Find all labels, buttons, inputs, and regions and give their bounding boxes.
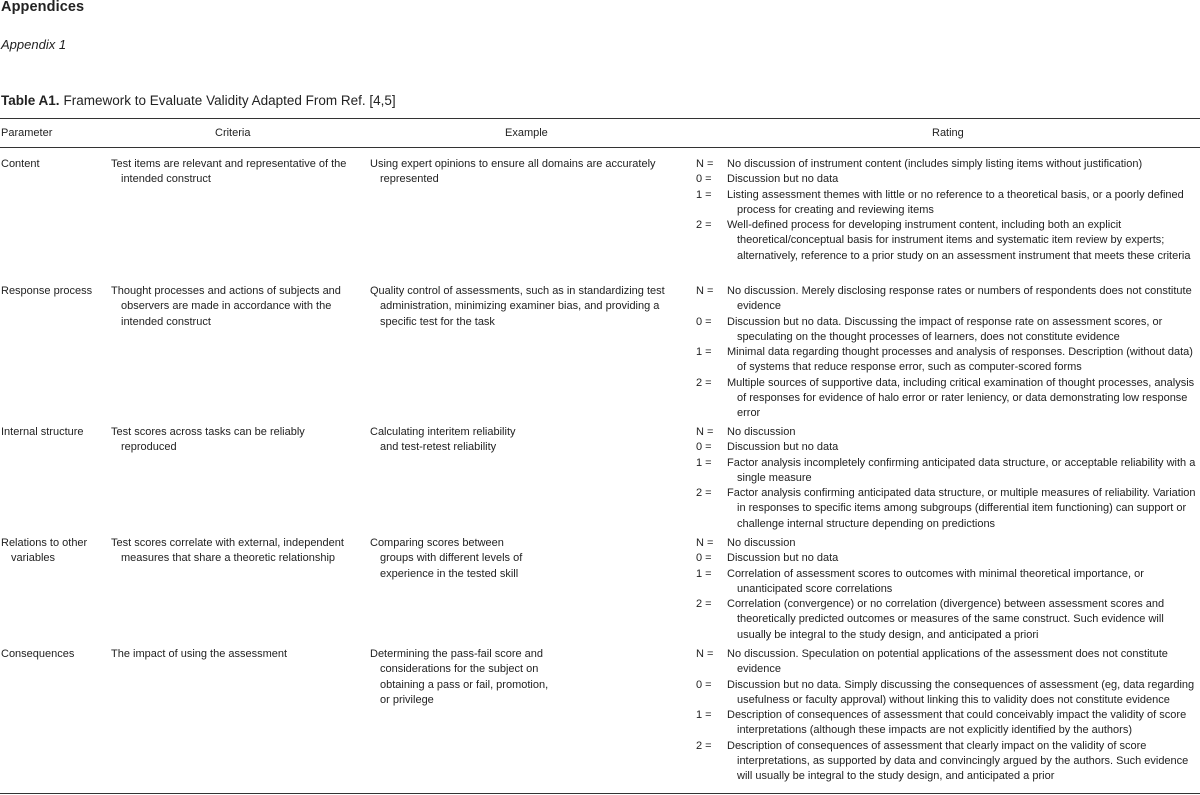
rating-item [696, 376, 1200, 422]
rating-text: Well-defined process for developing instrument content, including both an explicit theoretical/conceptual basis for instrument items and systematic item review by experts; alternatively, reference to a prior study on an assessment instrument that meets these criteria [727, 219, 1191, 262]
rating-code: 0 = [696, 173, 712, 186]
rating-code: 0 = [696, 678, 712, 691]
rating-text: No discussion. Speculation on potential applications of the assessment does not constitute evidence [727, 648, 1168, 676]
rating-code: 2 = [696, 598, 712, 611]
rating-text: Discussion but no data [727, 552, 839, 565]
header-criteria: Criteria [215, 127, 251, 139]
rating-code: N = [696, 648, 714, 660]
table-top-rule [0, 118, 1200, 119]
row-criteria: Test items are relevant and representative of the intended construct [111, 158, 347, 186]
rating-list [696, 157, 1200, 264]
rating-item [696, 315, 1200, 346]
rating-text: No discussion [727, 537, 796, 549]
row-parameter: Response process [1, 285, 93, 297]
rating-code: 0 = [696, 552, 712, 565]
rating-code: 1 = [696, 709, 712, 722]
rating-list [696, 425, 1200, 532]
row-criteria: Test scores correlate with external, independent measures that share a theoretic relationship [111, 537, 344, 565]
table-caption-text: Framework to Evaluate Validity Adapted From Ref. [4,5] [63, 93, 396, 108]
rating-code: 2 = [696, 219, 712, 232]
row-example: Using expert opinions to ensure all domains are accurately represented [370, 158, 656, 186]
rating-text: Listing assessment themes with little or no reference to a theoretical basis, or a poorly defined process for creating and reviewing items [727, 188, 1184, 216]
row-example: Quality control of assessments, such as in standardizing test administration, minimizing examiner bias, and providing a specific test for the task [370, 285, 665, 328]
rating-text: Discussion but no data. Simply discussing the consequences of assessment (eg, data regarding usefulness or faculty approval) without linking this to validity does not constitute evidence [727, 678, 1195, 706]
rating-list [696, 284, 1200, 422]
rating-code: 1 = [696, 346, 712, 359]
row-parameter: Content [1, 158, 40, 170]
rating-item [696, 345, 1200, 376]
rating-item [696, 172, 1200, 187]
rating-item [696, 218, 1200, 264]
row-parameter: Internal structure [1, 426, 84, 438]
rating-item [696, 597, 1200, 643]
row-criteria: The impact of using the assessment [111, 648, 288, 660]
rating-item [696, 157, 1200, 172]
row-example: Comparing scores between groups with different levels of experience in the tested skill [370, 537, 523, 580]
rating-code: 2 = [696, 487, 712, 500]
rating-text: Description of consequences of assessment that clearly impact on the validity of score interpretations, as supported by data and convincingly argued by the authors. Such evidence will usually be integral to the study design, and anticipated a prior [727, 739, 1189, 783]
rating-list [696, 536, 1200, 643]
rating-item [696, 647, 1200, 678]
row-criteria: Thought processes and actions of subjects and observers are made in accordance with the intended construct [111, 285, 341, 328]
rating-code: 0 = [696, 441, 712, 454]
rating-code: 0 = [696, 315, 712, 328]
rating-text: Correlation (convergence) or no correlation (divergence) between assessment scores and theoretically predicted outcomes or measures of the same construct. Such evidence will usually be integral to the study design, and anticipated a priori [727, 598, 1165, 641]
row-parameter: Relations to other variables [1, 537, 88, 565]
section-heading: Appendices [1, 0, 85, 15]
header-example: Example [505, 127, 548, 139]
rating-text: Minimal data regarding thought processes and analysis of responses. Description (without data) of systems that reduce response error, such as computer-scored forms [727, 346, 1193, 374]
rating-text: Factor analysis confirming anticipated data structure, or multiple measures of reliability. Variation in responses to specific items among subgroups (differential item functioning) can support or challenge internal structure depending on predictions [727, 487, 1196, 530]
rating-code: N = [696, 158, 714, 170]
table-bottom-rule [0, 793, 1200, 794]
table-caption-label: Table A1. [1, 93, 60, 108]
row-parameter: Consequences [1, 648, 75, 660]
table-caption [1, 93, 396, 108]
appendix-label: Appendix 1 [1, 37, 67, 52]
rating-item [696, 425, 1200, 440]
rating-item [696, 188, 1200, 219]
rating-item [696, 567, 1200, 598]
rating-item [696, 440, 1200, 455]
rating-code: 1 = [696, 188, 712, 201]
rating-item [696, 456, 1200, 487]
rating-code: N = [696, 426, 714, 438]
rating-code: 2 = [696, 376, 712, 389]
rating-item [696, 678, 1200, 709]
rating-text: Discussion but no data. Discussing the impact of response rate on assessment scores, or speculating on the thought processes of learners, does not constitute evidence [727, 315, 1163, 343]
row-criteria: Test scores across tasks can be reliably reproduced [111, 426, 305, 454]
rating-code: 1 = [696, 456, 712, 469]
rating-item [696, 536, 1200, 551]
header-rating: Rating [932, 127, 964, 139]
rating-code: N = [696, 285, 714, 297]
rating-text: Discussion but no data [727, 173, 839, 186]
rating-item [696, 739, 1200, 785]
row-example: Calculating interitem reliability and test-retest reliability [370, 426, 516, 454]
rating-text: Factor analysis incompletely confirming anticipated data structure, or acceptable reliability with a single measure [727, 456, 1196, 484]
header-parameter: Parameter [1, 127, 53, 139]
rating-text: No discussion of instrument content (includes simply listing items without justification) [727, 158, 1143, 170]
rating-code: 2 = [696, 739, 712, 752]
rating-item [696, 284, 1200, 315]
rating-item [696, 486, 1200, 532]
rating-text: Correlation of assessment scores to outcomes with minimal theoretical importance, or unanticipated score correlations [727, 567, 1144, 595]
rating-text: No discussion [727, 426, 796, 438]
row-example: Determining the pass-fail score and considerations for the subject on obtaining a pass or fail, promotion, or privilege [370, 648, 549, 706]
rating-item [696, 708, 1200, 739]
rating-list [696, 647, 1200, 785]
rating-text: No discussion. Merely disclosing response rates or numbers of respondents does not constitute evidence [727, 285, 1192, 313]
rating-text: Discussion but no data [727, 441, 839, 454]
header-rule [0, 147, 1200, 148]
rating-text: Multiple sources of supportive data, including critical examination of thought processes, analysis of responses for evidence of halo error or rater leniency, or data demonstrating low response error [727, 376, 1195, 420]
rating-code: 1 = [696, 567, 712, 580]
rating-text: Description of consequences of assessment that could conceivably impact the validity of score interpretations (although these impacts are not explicitly identified by the authors) [727, 709, 1187, 737]
rating-item [696, 551, 1200, 566]
rating-code: N = [696, 537, 714, 549]
